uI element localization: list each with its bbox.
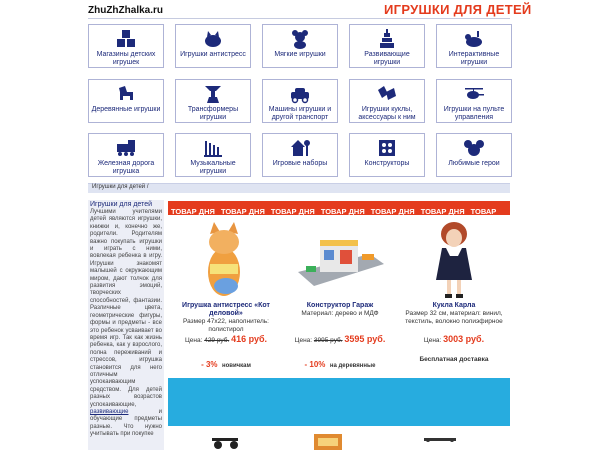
product-image[interactable]	[398, 220, 510, 302]
horse-icon	[89, 84, 163, 104]
category-label: Интерактивные игрушки	[448, 51, 500, 66]
teddy-bear-icon	[263, 29, 337, 49]
current-price: 416 руб.	[231, 334, 268, 344]
category-label: Музыкальные игрушки	[190, 160, 236, 175]
category-transformers[interactable]	[175, 79, 251, 123]
doll-icon	[350, 84, 424, 104]
header	[0, 0, 600, 22]
price-label: Цена:	[294, 337, 313, 344]
category-cars[interactable]	[262, 79, 338, 123]
ribbon-item: ТОВАР ДНЯ	[171, 207, 215, 215]
product-name[interactable]: Конструктор Гараж	[306, 302, 374, 309]
product-card[interactable]	[284, 220, 396, 369]
current-price: 3595 руб.	[344, 334, 386, 344]
product-image[interactable]	[284, 220, 396, 302]
sidebar-text	[88, 209, 164, 439]
category-remote[interactable]	[436, 79, 512, 123]
train-icon	[89, 138, 163, 158]
product-price	[170, 334, 282, 344]
page-title: ИГРУШКИ ДЛЯ ДЕТЕЙ	[384, 2, 532, 17]
promo-condition: на деревянные	[329, 363, 376, 369]
sidebar-article	[88, 200, 164, 450]
product-card[interactable]	[170, 220, 282, 369]
promo-discount: - 10%	[304, 360, 326, 369]
product-card[interactable]	[398, 220, 510, 363]
promo-banner[interactable]	[168, 378, 510, 426]
category-label: Игрушки антистресс	[180, 51, 246, 58]
product-image[interactable]	[170, 220, 282, 302]
site-logo[interactable]: ZhuZhZhalka.ru	[88, 5, 163, 16]
category-musical[interactable]	[175, 133, 251, 177]
breadcrumb	[88, 183, 510, 193]
product-description: Размер 47х22, наполнитель: полистирол	[183, 318, 269, 333]
product-description: Размер 32 см, материал: винил, текстиль, волокно полиэфирное	[405, 310, 503, 325]
helicopter-icon	[437, 84, 511, 104]
product-description: Материал: дерево и МДФ	[301, 310, 379, 317]
category-shops[interactable]	[88, 24, 164, 68]
category-railway[interactable]	[88, 133, 164, 177]
car-icon	[263, 84, 337, 104]
free-delivery-label: Бесплатная доставка	[419, 356, 489, 363]
promo-condition: новичкам	[221, 363, 251, 369]
category-wooden[interactable]	[88, 79, 164, 123]
product-thumbnail[interactable]	[308, 430, 348, 450]
hero-icon	[437, 138, 511, 158]
category-antistress[interactable]	[175, 24, 251, 68]
sidebar-title: Игрушки для детей	[90, 201, 153, 208]
category-label: Машины игрушки и другой транспорт	[268, 106, 332, 121]
product-name[interactable]: Игрушка антистресс «Кот деловой»	[182, 302, 270, 317]
ribbon-item: ТОВАР	[470, 207, 497, 215]
product-price	[398, 334, 510, 344]
price-label: Цена:	[184, 337, 203, 344]
promo-discount: - 3%	[201, 360, 218, 369]
ribbon-item: ТОВАР ДНЯ	[220, 207, 265, 215]
robot-icon	[176, 84, 250, 104]
category-heroes[interactable]	[436, 133, 512, 177]
mouse-toy-icon	[437, 29, 511, 49]
category-label: Трансформеры игрушки	[187, 106, 239, 121]
category-label: Игровые наборы	[272, 160, 328, 167]
category-playsets[interactable]	[262, 133, 338, 177]
cat-icon	[176, 29, 250, 49]
product-name[interactable]: Кукла Карла	[432, 302, 476, 309]
product-thumbnail[interactable]	[206, 430, 246, 450]
category-label: Мягкие игрушки	[274, 51, 326, 58]
category-label: Развивающие игрушки	[364, 51, 410, 66]
ribbon-item: ТОВАР ДНЯ	[420, 207, 465, 215]
product-price	[284, 334, 396, 344]
category-label: Игрушки на пульте управления	[443, 106, 505, 121]
category-label: Конструкторы	[364, 160, 410, 167]
price-label: Цена:	[423, 337, 442, 344]
category-developing[interactable]	[349, 24, 425, 68]
ribbon-item: ТОВАР ДНЯ	[320, 207, 365, 215]
deal-of-day-ribbon	[168, 201, 510, 215]
sidebar-link[interactable]: развивающие	[90, 408, 129, 415]
category-label: Деревянные игрушки	[91, 106, 161, 113]
category-label: Железная дорога игрушка	[97, 160, 155, 175]
category-dolls[interactable]	[349, 79, 425, 123]
category-interactive[interactable]	[436, 24, 512, 68]
category-label: Игрушки куклы, аксессуары к ним	[358, 106, 416, 121]
ribbon-item: ТОВАР ДНЯ	[270, 207, 315, 215]
category-constructors[interactable]	[349, 133, 425, 177]
current-price: 3003 руб.	[443, 334, 485, 344]
breadcrumb-link[interactable]: Игрушки для детей /	[92, 184, 149, 190]
category-soft[interactable]	[262, 24, 338, 68]
old-price: 429 руб.	[204, 337, 230, 344]
old-price: 3995 руб.	[313, 337, 343, 344]
pyramid-icon	[350, 29, 424, 49]
product-thumbnail[interactable]	[420, 430, 460, 450]
category-label: Магазины детских игрушек	[96, 51, 156, 66]
playhouse-icon	[263, 138, 337, 158]
blocks-icon	[89, 29, 163, 49]
category-label: Любимые герои	[448, 160, 500, 167]
xylophone-icon	[176, 138, 250, 158]
sidebar-paragraph-2: и обучающие предметы разные. Что нужно учитывать при покупке	[90, 408, 162, 438]
title-divider	[88, 18, 510, 19]
sidebar-paragraph: Лучшими учителями детей являются игрушки, книжки и, конечно же, родители. Родителям важно покупать игрушки и играть с ними, вовлекая ребенка в игру. Игрушки знакомят малышей с окружающим миром, дают толчок для развития эмоций, творческих способностей, фантазии. Различные цвета, геометрические фигуры, формы и предметы - все это ребенок усваивает во время игр. Так как жизнь ребенка, как у взрослого, полна переживаний и стрессов, игрушка становится для него отличным успокаивающим средством. Для детей разных возрастов успокаивающие,	[90, 209, 162, 408]
constructor-icon	[350, 138, 424, 158]
ribbon-item: ТОВАР ДНЯ	[370, 207, 415, 215]
